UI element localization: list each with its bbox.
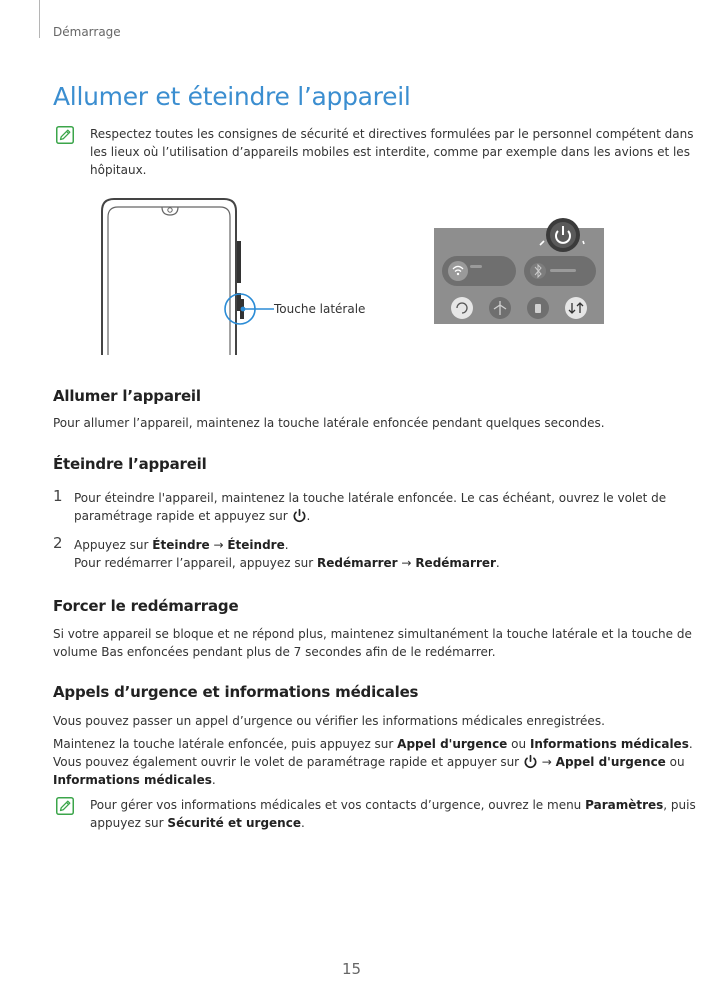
menu-restart-confirm: Redémarrer <box>415 556 496 570</box>
note-pencil-icon <box>56 797 74 815</box>
step-number-2: 2 <box>53 534 63 552</box>
step-number-1: 1 <box>53 487 63 505</box>
heading-force-restart: Forcer le redémarrage <box>53 597 239 615</box>
note-pencil-icon <box>56 126 74 144</box>
page-title: Allumer et éteindre l’appareil <box>53 82 411 111</box>
note-medical-info: Pour gérer vos informations médicales et vos contacts d’urgence, ouvrez le menu Paramètres, puis appuyez sur Sécurité et urgence. <box>90 798 696 830</box>
step-1: Pour éteindre l'appareil, maintenez la touche latérale enfoncée. Le cas échéant, ouvrez le volet de paramétrage rapide et appuyez sur . <box>74 491 667 523</box>
note-safety: Respectez toutes les consignes de sécurité et directives formulées par le personnel compétent dans les lieux où l’utilisation d’appareils mobiles est interdite, comme par exemple dans les avions et les hôpitaux. <box>90 127 694 177</box>
power-icon <box>292 508 307 523</box>
quick-panel-illustration <box>434 214 604 324</box>
heading-emergency: Appels d’urgence et informations médicales <box>53 683 419 701</box>
heading-power-on: Allumer l’appareil <box>53 387 201 405</box>
margin-rule <box>39 0 40 38</box>
phone-illustration <box>96 195 244 355</box>
force-restart-text: Si votre appareil se bloque et ne répond plus, maintenez simultanément la touche latérale et la touche de volume Bas enfoncées pendant plus de 7 secondes afin de le redémarrer. <box>53 627 692 659</box>
menu-restart: Redémarrer <box>316 556 398 570</box>
side-key-label: Touche latérale <box>274 302 366 316</box>
power-on-text: Pour allumer l’appareil, maintenez la touche latérale enfoncée pendant quelques secondes. <box>53 416 605 430</box>
section-header: Démarrage <box>53 25 121 39</box>
power-icon <box>523 754 538 769</box>
page-number: 15 <box>341 960 362 978</box>
side-key-callout <box>222 292 274 326</box>
menu-power-off: Éteindre <box>152 538 210 552</box>
heading-power-off: Éteindre l’appareil <box>53 455 207 473</box>
step-2: Appuyez sur Éteindre → Éteindre. Pour redémarrer l’appareil, appuyez sur Redémarrer → Redémarrer. <box>74 538 500 570</box>
emergency-instructions: Maintenez la touche latérale enfoncée, puis appuyez sur Appel d'urgence ou Informations médicales. Vous pouvez également ouvrir le volet de paramétrage rapide et appuyer sur → Appel d'urgence ou Informations médicales. <box>53 737 693 787</box>
emergency-intro: Vous pouvez passer un appel d’urgence ou vérifier les informations médicales enregistrées. <box>53 714 605 728</box>
menu-power-off-confirm: Éteindre <box>227 538 285 552</box>
